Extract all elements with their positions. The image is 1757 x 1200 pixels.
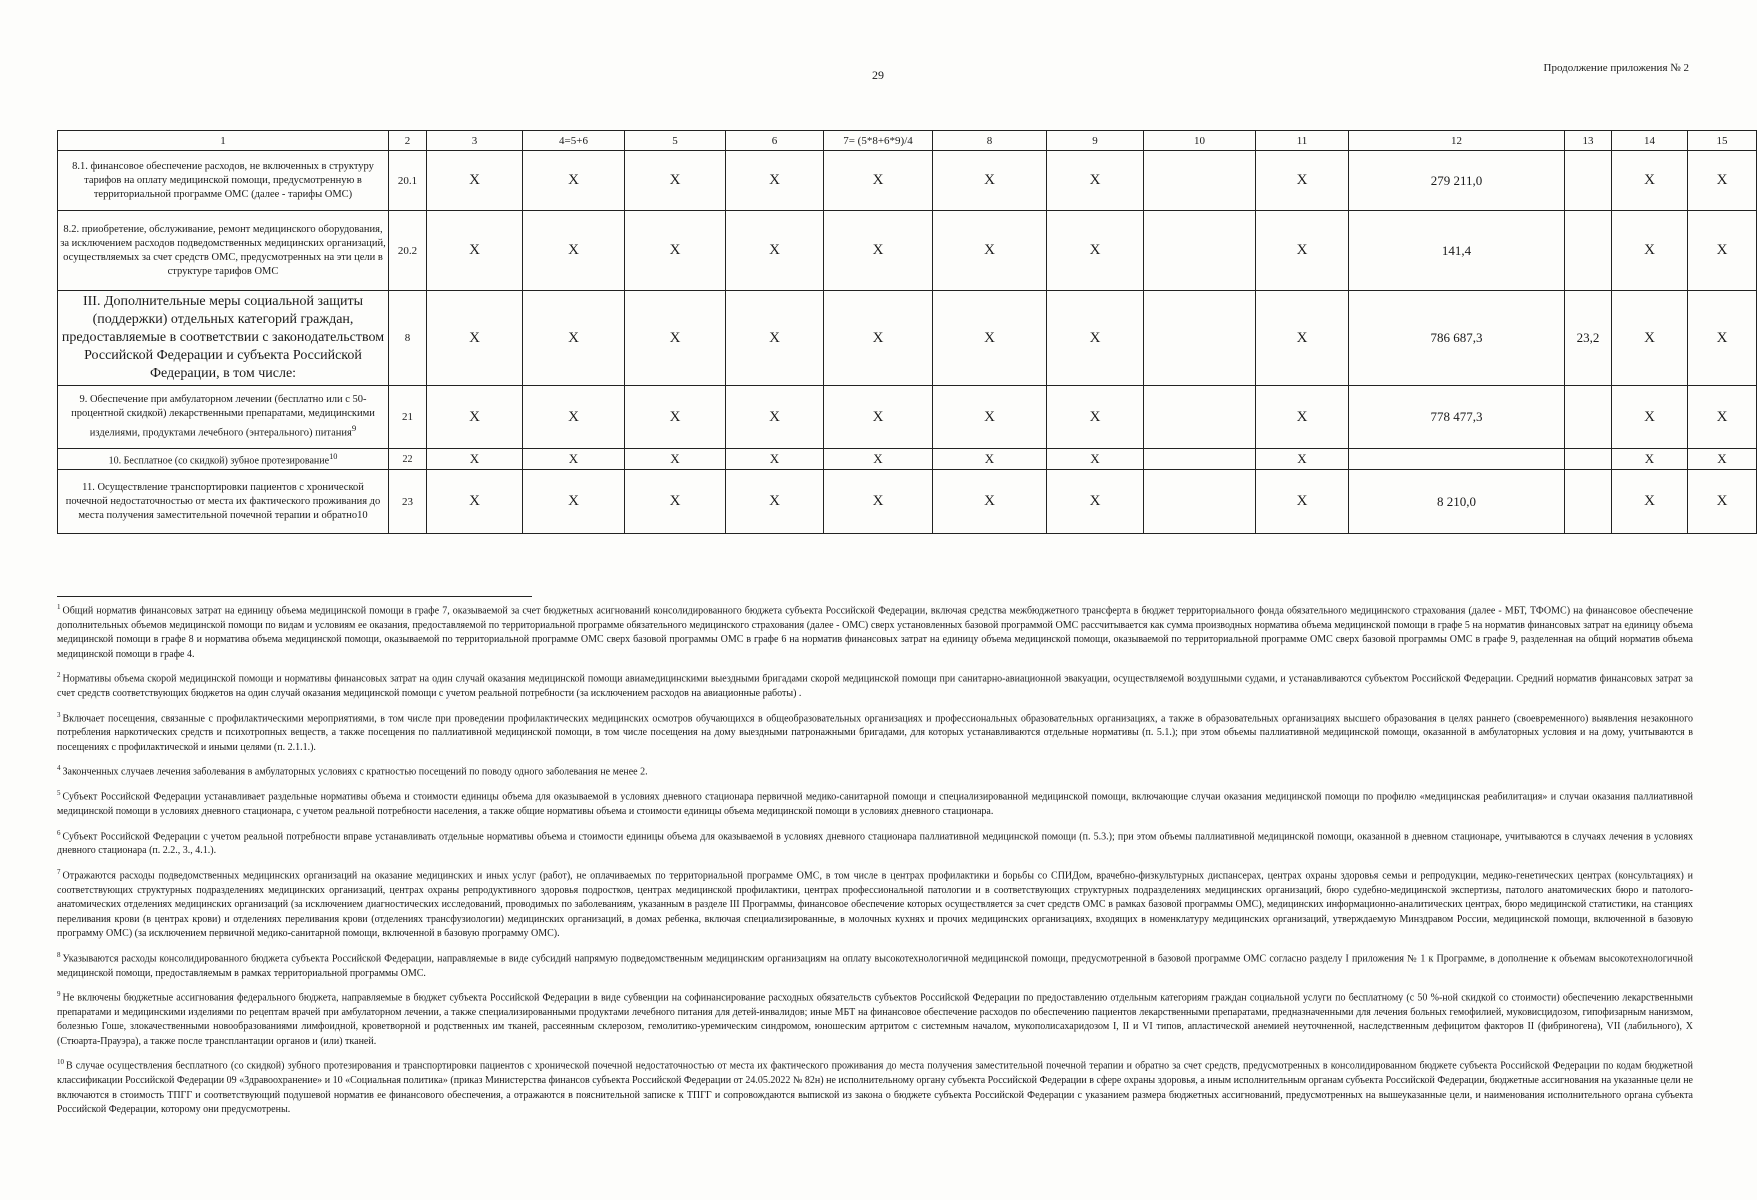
row-code: 20.2 xyxy=(389,211,427,291)
column-header: 4=5+6 xyxy=(523,131,625,151)
table-row xyxy=(58,211,1757,291)
table-cell: X xyxy=(625,291,726,386)
table-cell: X xyxy=(726,386,824,449)
column-header: 14 xyxy=(1612,131,1688,151)
column-header: 12 xyxy=(1349,131,1565,151)
table-cell: X xyxy=(427,470,523,534)
table-cell: X xyxy=(933,211,1047,291)
table-cell: X xyxy=(523,211,625,291)
column-header: 8 xyxy=(933,131,1047,151)
table-cell: X xyxy=(523,386,625,449)
table-cell: X xyxy=(523,449,625,470)
row-description-text: 9. Обеспечение при амбулаторном лечении (бесплатно или с 50-процентной скидкой) лекарственными препаратами, медицинскими изделиями, продуктами лечебного (энтерального) питания xyxy=(71,394,375,439)
table-cell: X xyxy=(1047,449,1144,470)
table-cell: X xyxy=(824,291,933,386)
amount-cell: 778 477,3 xyxy=(1349,386,1565,449)
table-cell: X xyxy=(824,211,933,291)
table-cell: X xyxy=(726,470,824,534)
table-cell: X xyxy=(1256,470,1349,534)
footnote-separator xyxy=(57,596,532,597)
footnote xyxy=(57,786,1693,819)
footnote-number: 3 xyxy=(57,710,61,719)
row-description: 11. Осуществление транспортировки пациентов с хронической почечной недостаточностью от места их фактического проживания до места получения заместительной почечной терапии и обратно10 xyxy=(58,470,389,534)
footnote-number: 2 xyxy=(57,671,61,680)
table-cell: X xyxy=(625,211,726,291)
section-heading: III. Дополнительные меры социальной защиты (поддержки) отдельных категорий граждан, предоставляемые в соответствии с законодательством Российской Федерации и субъекта Российской Федерации, в том числе: xyxy=(58,291,389,386)
row-code: 23 xyxy=(389,470,427,534)
footnote-number: 5 xyxy=(57,789,61,798)
table-cell xyxy=(1565,470,1612,534)
column-header: 6 xyxy=(726,131,824,151)
table-cell: X xyxy=(824,449,933,470)
table-cell: X xyxy=(1612,449,1688,470)
table-cell: X xyxy=(1688,386,1757,449)
table-cell: X xyxy=(1256,386,1349,449)
table-cell: X xyxy=(1256,449,1349,470)
table-row xyxy=(58,291,1757,386)
table-row xyxy=(58,151,1757,211)
row-code: 20.1 xyxy=(389,151,427,211)
table-cell: X xyxy=(933,291,1047,386)
footnote xyxy=(57,948,1693,981)
table-cell: X xyxy=(1612,211,1688,291)
row-description-text: 10. Бесплатное (со скидкой) зубное протезирование xyxy=(108,455,330,467)
table-cell: X xyxy=(726,211,824,291)
table-cell: X xyxy=(523,470,625,534)
table-cell: X xyxy=(824,151,933,211)
table-cell xyxy=(1565,151,1612,211)
table-cell xyxy=(1144,211,1256,291)
table-cell: X xyxy=(933,151,1047,211)
footnote-number: 1 xyxy=(57,603,61,611)
table-cell: X xyxy=(1612,291,1688,386)
table-cell: X xyxy=(726,449,824,470)
table-row xyxy=(58,449,1757,470)
column-header: 5 xyxy=(625,131,726,151)
table-cell: X xyxy=(1612,386,1688,449)
table-cell: X xyxy=(427,291,523,386)
page-number: 29 xyxy=(872,68,884,82)
table-cell: X xyxy=(1688,291,1757,386)
table-cell: X xyxy=(427,211,523,291)
table-cell: X xyxy=(427,386,523,449)
footnote-text: Нормативы объема скорой медицинской помощи и нормативы финансовых затрат на один случай оказания медицинской помощи авиамедицинскими выездными бригадами скорой медицинской помощи при санитарно-авиационной эвакуации, осуществляемой воздушными судами, и устанавливаются субъектом Российской Федерации. Средний норматив финансовых затрат за счет средств соответствующих бюджетов на один случай оказания медицинской помощи с учетом реальной потребности (за исключением расходов на авиационные работы) . xyxy=(57,673,1693,700)
table-cell xyxy=(1565,386,1612,449)
row-code: 21 xyxy=(389,386,427,449)
row-description: 8.2. приобретение, обслуживание, ремонт медицинского оборудования, за исключением расходов подведомственных медицинских организаций, осуществляемых за счет средств ОМС, предусмотренных на эти цели в структуре тарифов ОМС xyxy=(58,211,389,291)
table-cell: X xyxy=(1047,386,1144,449)
footnote-number: 10 xyxy=(57,1058,64,1067)
row-description xyxy=(58,386,389,449)
footnote-number: 8 xyxy=(57,950,61,959)
amount-cell: 279 211,0 xyxy=(1349,151,1565,211)
table-cell: X xyxy=(1047,211,1144,291)
table-cell xyxy=(1565,211,1612,291)
table-cell: X xyxy=(625,449,726,470)
footnote xyxy=(57,826,1693,859)
row-code: 8 xyxy=(389,291,427,386)
table-cell: X xyxy=(933,470,1047,534)
table-cell: X xyxy=(625,151,726,211)
footnote xyxy=(57,668,1693,701)
footnote xyxy=(57,1055,1693,1117)
table-cell xyxy=(1144,151,1256,211)
column-header: 2 xyxy=(389,131,427,151)
table-row xyxy=(58,386,1757,449)
footnote-number: 4 xyxy=(57,764,61,773)
amount-cell: 8 210,0 xyxy=(1349,470,1565,534)
table-cell: 23,2 xyxy=(1565,291,1612,386)
table-cell: X xyxy=(824,470,933,534)
footnote-text: В случае осуществления бесплатного (со скидкой) зубного протезирования и транспортировки пациентов с хронической почечной недостаточностью от места их фактического проживания до места получения заместительной почечной терапии и обратно за счет средств, предусмотренных в консолидированном бюджете субъекта Российской Федерации по кодам бюджетной классификации Российской Федерации 09 «Здравоохранение» и 10 «Социальная политика» (приказ Министерства финансов субъекта Российской Федерации от 24.05.2022 № 82н) не исполнительному органу субъекта Российской Федерации в сфере охраны здоровья, а иным исполнительным органам субъекта Российской Федерации, бюджетные ассигнования на указанные цели не включаются в стоимость ТПГГ и соответствующий подушевой норматив ее финансового обеспечения, а отражаются в пояснительной записке к ТПГГ и сопровождаются выпиской из закона о бюджете субъекта Российской Федерации с указанием размера бюджетных ассигнований, предусмотренных на вышеуказанные цели, и наименования исполнительного органа субъекта Российской Федерации, которому они предусмотрены. xyxy=(57,1060,1693,1116)
row-code: 22 xyxy=(389,449,427,470)
table-cell: X xyxy=(523,291,625,386)
footnote xyxy=(57,987,1693,1049)
table-cell: X xyxy=(1047,291,1144,386)
table-cell: X xyxy=(1047,151,1144,211)
amount-cell: 786 687,3 xyxy=(1349,291,1565,386)
appendix-continuation-note: Продолжение приложения № 2 xyxy=(1543,62,1689,74)
footnote xyxy=(57,708,1693,756)
footnote-text: Субъект Российской Федерации с учетом реальной потребности вправе устанавливать отдельные нормативы объема и стоимости единицы объема для оказываемой в условиях дневного стационара паллиативной медицинской помощи (п. 5.3.); при этом объемы паллиативной медицинской помощи, оказанной в дневном стационаре, учитываются в случаях лечения в условиях дневного стационара (п. 2.2., 3., 4.1.). xyxy=(57,830,1693,857)
table-cell: X xyxy=(1256,151,1349,211)
column-header: 15 xyxy=(1688,131,1757,151)
table-cell xyxy=(1565,449,1612,470)
table-cell: X xyxy=(1612,470,1688,534)
table-cell xyxy=(1144,291,1256,386)
table-row xyxy=(58,470,1757,534)
table-cell: X xyxy=(1688,449,1757,470)
footnotes xyxy=(57,600,1693,1124)
table-header-row xyxy=(58,131,1757,151)
table-cell xyxy=(1144,386,1256,449)
table-cell: X xyxy=(933,449,1047,470)
table-cell: X xyxy=(824,386,933,449)
column-header: 9 xyxy=(1047,131,1144,151)
footnote-text: Отражаются расходы подведомственных медицинских организаций на оказание медицинских и иных услуг (работ), не оплачиваемых по территориальной программе ОМС, в том числе в центрах профилактики и борьбы со СПИДом, врачебно-физкультурных диспансерах, центрах охраны здоровья семьи и репродукции, медико-генетических центрах (консультациях) и соответствующих структурных подразделениях медицинских организаций, центрах охраны репродуктивного здоровья подростков, центрах медицинской профилактики, центрах профессиональной патологии и в соответствующих структурных подразделениях медицинских организаций, бюро судебно-медицинской экспертизы, патолого анатомических бюро и патолого-анатомических отделениях медицинских организаций (за исключением диагностических исследований, проводимых по заболеваниям, указанным в разделе III Программы, финансовое обеспечение которых осуществляется за счет средств ОМС в рамках базовой программы ОМС), медицинских информационно-аналитических центрах, бюро медицинской статистики, на станциях переливания крови (в центрах крови) и отделениях переливания крови (отделениях трансфузиологии) медицинских организаций, в домах ребенка, включая специализированные, в молочных кухнях и прочих медицинских организациях, входящих в номенклатуру медицинских организаций, утверждаемую Минздравом России, медицинской помощи, включенной в базовую программу ОМС) (за исключением первичной медико-санитарной помощи, включенной в базовую программу ОМС). xyxy=(57,870,1693,940)
footnote-number: 6 xyxy=(57,828,61,837)
table-cell xyxy=(1144,449,1256,470)
row-description: 8.1. финансовое обеспечение расходов, не включенных в структуру тарифов на оплату медицинской помощи, предусмотренную в территориальной программе ОМС (далее - тарифы ОМС) xyxy=(58,151,389,211)
table-cell: X xyxy=(1256,211,1349,291)
footnote xyxy=(57,600,1693,662)
footnote-text: Указываются расходы консолидированного бюджета субъекта Российской Федерации, направляемые в виде субсидий напрямую подведомственным медицинским организациям на оплату высокотехнологичной медицинской помощи, предусмотренной в базовой программе ОМС согласно разделу I приложения № 1 к Программе, в дополнение к объемам высокотехнологичной медицинской помощи, предоставляемым в рамках территориальной программы ОМС. xyxy=(57,953,1693,979)
table-cell: X xyxy=(1256,291,1349,386)
footnote-number: 9 xyxy=(57,990,61,999)
table-cell: X xyxy=(625,386,726,449)
footnote-text: Включает посещения, связанные с профилактическими мероприятиями, в том числе при проведении профилактических медицинских осмотров обучающихся в общеобразовательных организациях и профессиональных образовательных организациях, а также в образовательных организациях высшего образования в целях раннего (своевременного) выявления незаконного потребления наркотических средств и психотропных веществ, а также посещения по паллиативной медицинской помощи, в том числе посещения на дому выездными патронажными бригадами, для которых устанавливаются отдельные нормативы (п. 5.1.); при этом объемы паллиативной медицинской помощи, оказанной в амбулаторных условия и на дому, учитываются в посещениях с профилактической и иными целями (п. 2.1.1.). xyxy=(57,712,1693,753)
column-header: 11 xyxy=(1256,131,1349,151)
table-cell: X xyxy=(625,470,726,534)
footnote-ref: 9 xyxy=(351,423,357,434)
row-description xyxy=(58,449,389,470)
footnote-text: Законченных случаев лечения заболевания в амбулаторных условиях с кратностью посещений по поводу одного заболевания не менее 2. xyxy=(62,766,648,778)
column-header: 10 xyxy=(1144,131,1256,151)
table-cell: X xyxy=(726,151,824,211)
column-header: 1 xyxy=(58,131,389,151)
footnote xyxy=(57,761,1693,780)
table-cell xyxy=(1144,470,1256,534)
table-cell: X xyxy=(1688,151,1757,211)
table-cell: X xyxy=(1612,151,1688,211)
table-cell: X xyxy=(1047,470,1144,534)
table-cell: X xyxy=(427,449,523,470)
footnote-text: Общий норматив финансовых затрат на единицу объема медицинской помощи в графе 7, оказываемой за счет бюджетных асигнований консолидированного бюджета субъекта Российской Федерации, включая средства межбюджетного трансферта в бюджет территориального фонда обязательного медицинского страхования (далее - МБТ, ТФОМС) на финансовое обеспечение дополнительных объемов медицинской помощи по видам и условиям ее оказания, предоставляемой по территориальной программе обязательного медицинского страхования (далее - ОМС) сверх установленных базовой программой ОМС рассчитывается как сумма производных норматива объема медицинской помощи в графе 5 на норматив финансовых затрат на единицу объема медицинской помощи в графе 8 и норматива объема медицинской помощи, оказываемой по территориальной программе ОМС сверх базовой программы ОМС в графе 6 на норматив финансовых затрат на единицу объема медицинской помощи, оказываемой по территориальной программе ОМС сверх базовой программы ОМС в графе 9, разделенная на общий норматив объема медицинской помощи в графе 4. xyxy=(57,605,1693,660)
financing-table xyxy=(57,130,1757,534)
amount-cell xyxy=(1349,449,1565,470)
footnote-ref: 10 xyxy=(329,452,338,461)
footnote-text: Субъект Российской Федерации устанавливает раздельные нормативы объема и стоимости единицы объема для оказываемой в условиях дневного стационара первичной медико-санитарной помощи и специализированной медицинской помощи, включающие случаи оказания медицинской помощи по профилю «медицинская реабилитация» и случаи оказания паллиативной медицинской помощи в условиях дневного стационара, с учетом реальной потребности населения, а также общие нормативы объема и стоимости единицы объема медицинской помощи в условиях дневного стационара. xyxy=(57,791,1693,818)
table-cell: X xyxy=(1688,211,1757,291)
table-cell: X xyxy=(1688,470,1757,534)
table-cell: X xyxy=(523,151,625,211)
table-cell: X xyxy=(933,386,1047,449)
column-header: 3 xyxy=(427,131,523,151)
column-header: 13 xyxy=(1565,131,1612,151)
footnote xyxy=(57,865,1693,942)
amount-cell: 141,4 xyxy=(1349,211,1565,291)
footnote-number: 7 xyxy=(57,867,61,876)
table-cell: X xyxy=(726,291,824,386)
footnote-text: Не включены бюджетные ассигнования федерального бюджета, направляемые в бюджет субъекта Российской Федерации в виде субвенции на софинансирование расходных обязательств субъектов Российской Федерации по предоставлению отдельным категориям граждан социальной услуги по бесплатному (с 50 %-ной скидкой со стоимости) обеспечению лекарственными препаратами и медицинскими изделиями по рецептам врачей при амбулаторном лечении, а также специализированными продуктами лечебного питания для детей-инвалидов; иные МБТ на финансовое обеспечение расходов по обеспечению пациентов лекарственными препаратами, предназначенными для лечения больных гемофилией, муковисцидозом, гипофизарным нанизмом, болезнью Гоше, злокачественными новообразованиями лимфоидной, кроветворной и родственных им тканей, рассеянным склерозом, гемолитико-уремическим синдромом, юношеским артритом с системным началом, мукополисахаридозом I, II и VI типов, апластической анемией неуточненной, наследственным дефицитом факторов II (фибриногена), VII (лабильного), X (Стюарта-Прауэра), а также после трансплантации органов и (или) тканей. xyxy=(57,992,1693,1047)
table-cell: X xyxy=(427,151,523,211)
column-header: 7= (5*8+6*9)/4 xyxy=(824,131,933,151)
